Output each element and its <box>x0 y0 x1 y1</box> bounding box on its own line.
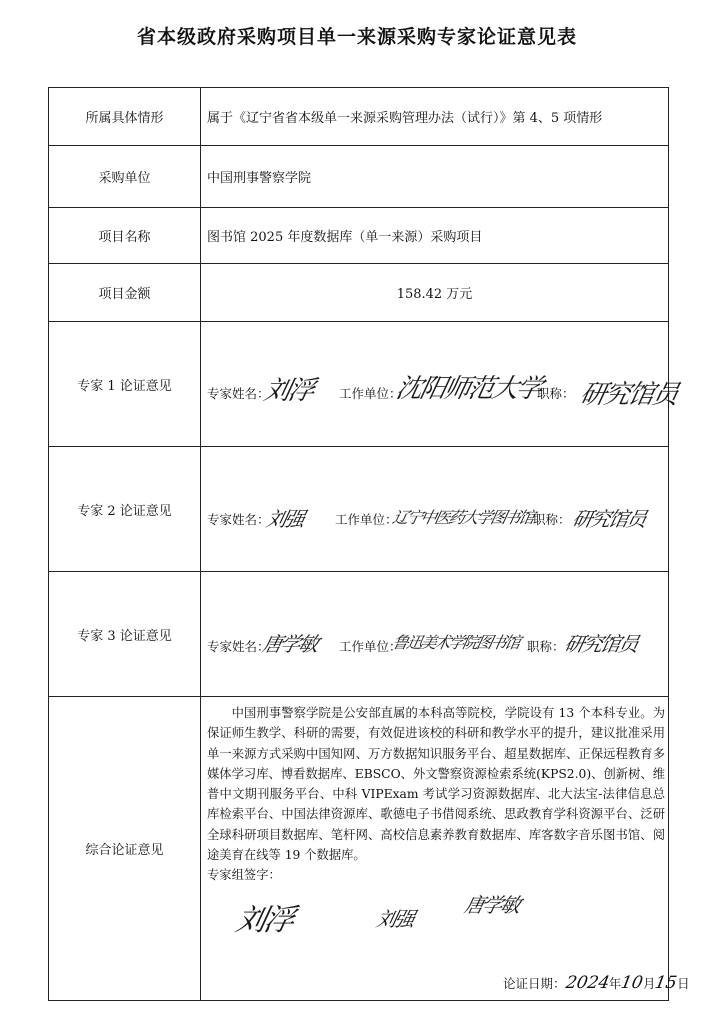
situation-value: 属于《辽宁省省本级单一来源采购管理办法（试行）》第 4、5 项情形 <box>201 88 669 146</box>
expert-2-opinion <box>201 447 669 572</box>
expert-name-label: 专家姓名： <box>207 386 270 401</box>
expert-3-label: 专家 3 论证意见 <box>49 572 201 697</box>
expert-title-label: 职称： <box>533 512 571 527</box>
situation-label: 所属具体情形 <box>49 88 201 146</box>
demonstration-form-table <box>48 87 690 1001</box>
group-signature-1: 刘浮 <box>232 903 296 938</box>
expert-unit-label: 工作单位： <box>335 512 398 527</box>
expert-1-opinion <box>201 322 680 447</box>
date-year: 2024 <box>563 973 611 993</box>
expert-1-unit-signature: 沈阳师范大学 <box>393 374 544 404</box>
expert-2-unit-signature: 辽宁中医药大学图书馆 <box>390 508 535 527</box>
group-signature-3: 唐学敏 <box>462 893 522 917</box>
row-purchaser <box>49 146 669 208</box>
row-project <box>49 208 669 264</box>
expert-1-title-signature: 研究馆员 <box>577 380 680 410</box>
date-month: 10 <box>619 973 645 993</box>
demonstration-date <box>503 973 690 993</box>
group-sign-label: 专家组签字： <box>207 868 281 882</box>
row-situation <box>49 88 669 146</box>
expert-unit-label: 工作单位： <box>339 386 402 401</box>
expert-1-name-signature: 刘浮 <box>261 376 316 406</box>
row-expert-2 <box>49 447 669 572</box>
expert-name-label: 专家姓名： <box>207 639 270 654</box>
summary-label: 综合论证意见 <box>49 697 201 1001</box>
document-title: 省本级政府采购项目单一来源采购专家论证意见表 <box>136 26 577 48</box>
expert-3-opinion <box>201 572 669 697</box>
date-year-unit: 年 <box>608 976 622 991</box>
expert-name-label: 专家姓名： <box>207 512 270 527</box>
amount-label: 项目金额 <box>49 264 201 322</box>
amount-value: 158.42 万元 <box>201 264 669 322</box>
expert-title-label: 职称： <box>527 639 565 654</box>
date-month-unit: 月 <box>642 976 656 991</box>
summary-text: 中国刑事警察学院是公安部直属的本科高等院校，学院设有 13 个本科专业。为保证师生教学、科研的需要，有效促进该校的科研和教学水平的提升，建议批准采用单一来源方式采购中国知网、万方数据知识服务平台、超星数据库、正保远程教育多媒体学习库、博看数据库、EBSCO、外文警察资源检索系统(KPS2.0)、创新树、维普中文期刊服务平台、中科 VIPExam 考试学习资源数据库、北大法宝-法律信息总库检索平台、中国法律资源库、歌德电子书借阅系统、思政教育学科资源平台、泛研全球科研项目数据库、笔杆网、高校信息素养教育数据库、库客数字音乐图书馆、阅途美育在线等 19 个数据库。 <box>207 706 665 863</box>
row-summary <box>49 697 669 1001</box>
row-expert-3 <box>49 572 669 697</box>
date-label: 论证日期： <box>503 976 566 991</box>
project-label: 项目名称 <box>49 208 201 264</box>
group-signature-2: 刘强 <box>374 907 416 931</box>
row-expert-1 <box>49 322 669 447</box>
expert-1-label: 专家 1 论证意见 <box>49 322 201 447</box>
project-value: 图书馆 2025 年度数据库（单一来源）采购项目 <box>201 208 669 264</box>
expert-3-unit-signature: 鲁迅美术学院图书馆 <box>390 633 521 652</box>
purchaser-value: 中国刑事警察学院 <box>201 146 669 208</box>
purchaser-label: 采购单位 <box>49 146 201 208</box>
expert-title-label: 职称： <box>537 386 575 401</box>
expert-unit-label: 工作单位： <box>339 639 402 654</box>
expert-3-name-signature: 唐学敏 <box>260 632 320 656</box>
expert-2-label: 专家 2 论证意见 <box>49 447 201 572</box>
date-day: 15 <box>653 973 679 993</box>
expert-2-title-signature: 研究馆员 <box>570 507 648 531</box>
row-amount <box>49 264 669 322</box>
expert-2-name-signature: 刘强 <box>264 507 306 531</box>
summary-opinion <box>201 697 690 1001</box>
expert-3-title-signature: 研究馆员 <box>562 632 640 656</box>
date-day-unit: 日 <box>677 976 690 991</box>
